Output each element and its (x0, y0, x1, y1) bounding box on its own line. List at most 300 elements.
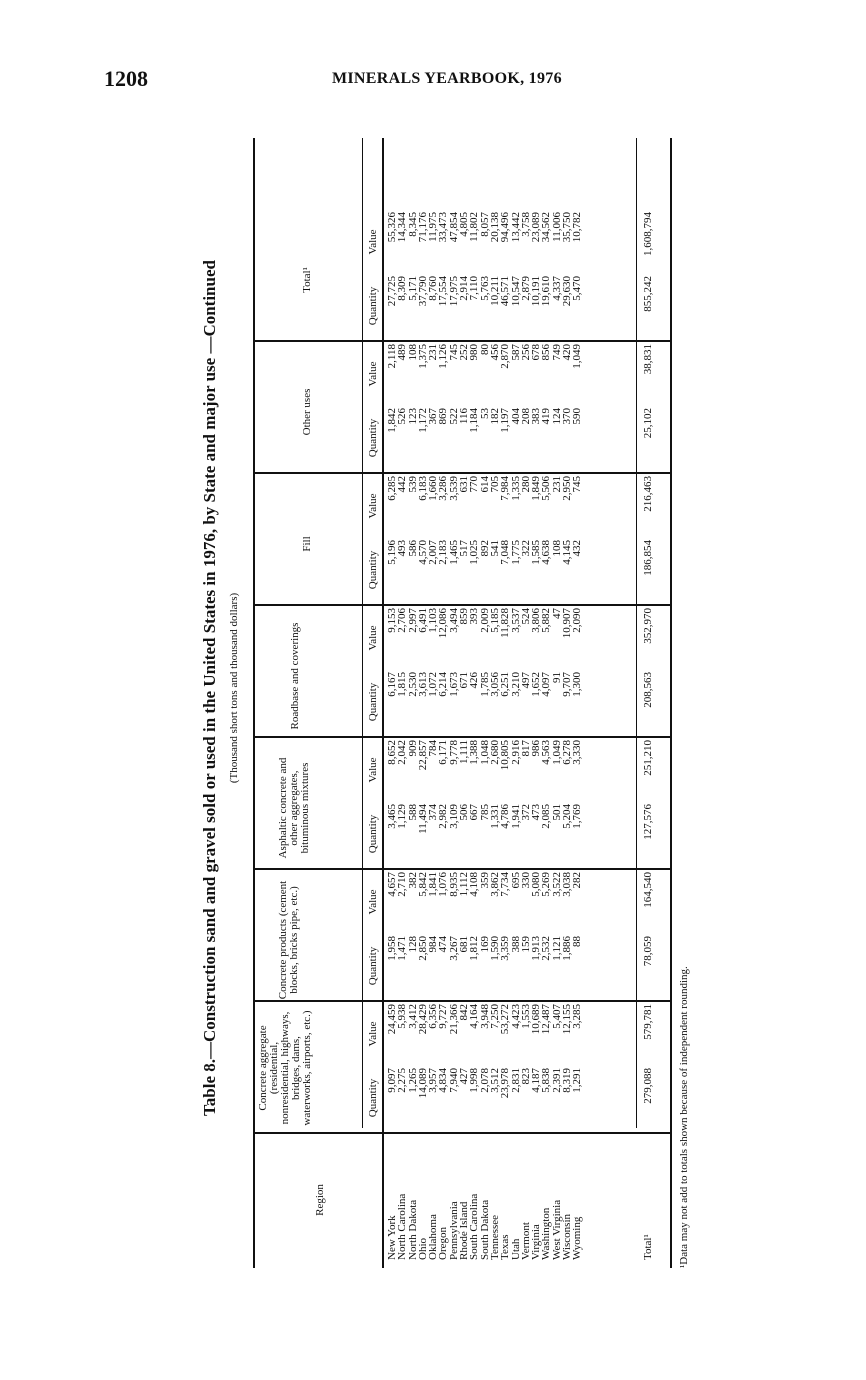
table-cell: 6,251 (499, 672, 512, 697)
table-cell: 46,571 (499, 276, 512, 307)
data-column (387, 276, 583, 336)
table-cell: 3,210 (509, 672, 522, 697)
table-cell: 984 (427, 936, 440, 953)
table-cell: 359 (478, 872, 491, 889)
table-cell: 21,366 (447, 1004, 460, 1035)
table-cell: 4,108 (468, 872, 481, 897)
table-cell: 681 (458, 936, 471, 953)
table-cell: 17,975 (447, 276, 460, 307)
table-cell: 2,042 (396, 740, 409, 765)
table-cell: 5,196 (386, 540, 398, 565)
table-cell: 1,375 (416, 344, 429, 369)
table-cell: 1,958 (386, 936, 398, 961)
data-column (387, 740, 583, 800)
table-cell: 1,941 (509, 804, 522, 829)
table-cell: 8,935 (447, 872, 460, 897)
data-column (387, 872, 583, 932)
table-cell: 1,184 (468, 408, 481, 433)
table-cell: 1,048 (478, 740, 491, 765)
column-divider (253, 605, 671, 607)
quantity-subheader: Quantity (367, 946, 379, 986)
table-cell: 442 (396, 476, 409, 493)
table-cell: 4,657 (386, 872, 398, 897)
table-cell: 11,828 (499, 608, 512, 638)
table-cell: 231 (427, 344, 440, 361)
table-cell: 1,049 (550, 740, 563, 765)
table-cell: 3,286 (437, 476, 450, 501)
table-cell: 55,326 (386, 212, 398, 243)
table-cell: 2,680 (488, 740, 501, 765)
table-cell: 986 (530, 740, 543, 757)
table-cell: 8,319 (561, 1068, 574, 1093)
table-cell: 1,291 (571, 1068, 584, 1093)
table-cell: 5,938 (396, 1004, 409, 1029)
table-cell: 10,805 (499, 740, 512, 771)
region-label: Wyoming (571, 1216, 584, 1260)
region-header: Region (314, 1184, 326, 1216)
table-cell: 7,110 (468, 276, 481, 301)
table-cell: 456 (488, 344, 501, 361)
table-cell: 3,539 (447, 476, 460, 501)
data-column (387, 540, 583, 600)
table-cell: 4,805 (458, 212, 471, 237)
table-cell: 322 (519, 540, 532, 557)
table-cell: 2,879 (519, 276, 532, 301)
table-cell: 539 (406, 476, 419, 493)
region-label: Wisconsin (561, 1214, 574, 1260)
table-cell: 1,335 (509, 476, 522, 501)
table-cell: 367 (427, 408, 440, 425)
data-column (387, 344, 583, 404)
table-cell: 20,138 (488, 212, 501, 243)
table-cell: 524 (519, 608, 532, 625)
table-cell: 6,171 (437, 740, 450, 765)
region-label: West Virginia (550, 1199, 563, 1260)
table-cell: 208 (519, 408, 532, 425)
table-cell: 1,785 (478, 672, 491, 697)
table-cell: 1,129 (396, 804, 409, 829)
value-subheader: Value (367, 889, 379, 915)
table-cell: 3,330 (571, 740, 584, 765)
table-cell: 6,278 (561, 740, 574, 765)
table-cell: 169 (478, 936, 491, 953)
bottom-rule (670, 138, 672, 1268)
table-cell: 14,089 (416, 1068, 429, 1099)
quantity-subheader: Quantity (367, 682, 379, 722)
region-label: New York (386, 1215, 398, 1260)
table-cell: 256 (519, 344, 532, 361)
table-cell: 3,758 (519, 212, 532, 237)
table-cell: 2,009 (478, 608, 491, 633)
table-cell: 749 (550, 344, 563, 361)
table-cell: 35,750 (561, 212, 574, 243)
table-cell: 4,337 (550, 276, 563, 301)
table-cell: 5,080 (530, 872, 543, 897)
region-column (387, 1140, 583, 1260)
table-cell: 745 (571, 476, 584, 493)
total-cell: 25,102 (642, 408, 654, 439)
region-label: Ohio (416, 1238, 429, 1260)
table-cell: 522 (447, 408, 460, 425)
table-cell: 88 (571, 936, 584, 947)
table-cell: 393 (468, 608, 481, 625)
table-cell: 1,913 (530, 936, 543, 961)
table-cell: 11,494 (416, 804, 429, 834)
table-cell: 108 (406, 344, 419, 361)
table-cell: 9,707 (561, 672, 574, 697)
table-cell: 404 (509, 408, 522, 425)
region-label: Texas (499, 1234, 512, 1260)
group-header-fill: Fill (301, 536, 313, 552)
region-label: Washington (540, 1207, 553, 1260)
table-cell: 10,689 (530, 1004, 543, 1035)
table-cell: 4,570 (416, 540, 429, 565)
table-cell: 128 (406, 936, 419, 953)
table-cell: 1,590 (488, 936, 501, 961)
table-cell: 4,097 (540, 672, 553, 697)
total-cell: 1,608,794 (642, 212, 654, 256)
table-cell: 1,769 (571, 804, 584, 829)
table-cell: 2,950 (561, 476, 574, 501)
table-cell: 6,214 (437, 672, 450, 697)
table-cell: 47,854 (447, 212, 460, 243)
value-subheader: Value (367, 229, 379, 255)
table-cell: 19,610 (540, 276, 553, 307)
table-cell: 489 (396, 344, 409, 361)
table-cell: 667 (468, 804, 481, 821)
total-cell: 579,781 (642, 1004, 654, 1040)
table-cell: 869 (437, 408, 450, 425)
table-cell: 671 (458, 672, 471, 689)
region-label: Tennessee (488, 1214, 501, 1260)
table-cell: 1,553 (519, 1004, 532, 1029)
table-cell: 695 (509, 872, 522, 889)
total-cell: 279,088 (642, 1068, 654, 1104)
table-cell: 1,076 (437, 872, 450, 897)
table-cell: 53 (478, 408, 491, 419)
total-cell: 164,540 (642, 872, 654, 908)
table-cell: 909 (406, 740, 419, 757)
subheader-rule (362, 138, 363, 1128)
table-cell: 493 (396, 540, 409, 557)
page-number: 1208 (104, 66, 148, 91)
table-cell: 124 (550, 408, 563, 425)
table-cell: 231 (550, 476, 563, 493)
table-cell: 388 (509, 936, 522, 953)
table-cell: 370 (561, 408, 574, 425)
table-cell: 1,300 (571, 672, 584, 697)
table-cell: 1,103 (427, 608, 440, 633)
table-cell: 1,660 (427, 476, 440, 501)
table-cell: 4,423 (509, 1004, 522, 1029)
total-cell: 855,242 (642, 276, 654, 312)
table-cell: 108 (550, 540, 563, 557)
table-cell: 37,790 (416, 276, 429, 307)
table-cell: 3,806 (530, 608, 543, 633)
table-cell: 1,815 (396, 672, 409, 697)
table-cell: 9,153 (386, 608, 398, 633)
table-cell: 116 (458, 408, 471, 425)
region-label: Oklahoma (427, 1214, 440, 1260)
table-cell: 8,057 (478, 212, 491, 237)
table-cell: 3,038 (561, 872, 574, 897)
table-cell: 23,978 (499, 1068, 512, 1099)
table-cell: 2,532 (540, 936, 553, 961)
table-cell: 6,167 (386, 672, 398, 697)
table-cell: 1,849 (530, 476, 543, 501)
table-cell: 590 (571, 408, 584, 425)
quantity-subheader: Quantity (367, 550, 379, 590)
table-cell: 4,187 (530, 1068, 543, 1093)
column-divider (253, 1133, 671, 1135)
table-subtitle: (Thousand short tons and thousand dollars) (228, 592, 240, 784)
table-cell: 1,842 (386, 408, 398, 433)
data-column (387, 804, 583, 864)
data-column (387, 608, 583, 668)
data-column (387, 936, 583, 996)
table-cell: 473 (530, 804, 543, 821)
table-cell: 2,850 (416, 936, 429, 961)
table-cell: 1,121 (550, 936, 563, 961)
table-cell: 517 (458, 540, 471, 557)
value-subheader: Value (367, 1021, 379, 1047)
value-subheader: Value (367, 361, 379, 387)
table-cell: 588 (406, 804, 419, 821)
table-cell: 382 (406, 872, 419, 889)
table-cell: 14,344 (396, 212, 409, 243)
table-cell: 506 (458, 804, 471, 821)
table-cell: 1,388 (468, 740, 481, 765)
region-label: North Dakota (406, 1199, 419, 1260)
table-cell: 2,078 (478, 1068, 491, 1093)
column-divider (253, 473, 671, 475)
table-cell: 11,006 (550, 212, 563, 242)
table-cell: 3,412 (406, 1004, 419, 1029)
total-label: Total¹ (642, 1234, 654, 1260)
table-cell: 631 (458, 476, 471, 493)
value-subheader: Value (367, 493, 379, 519)
table-cell: 427 (458, 1068, 471, 1085)
quantity-subheader: Quantity (367, 1078, 379, 1118)
column-divider (253, 737, 671, 739)
table-cell: 4,638 (540, 540, 553, 565)
group-header-roadbase: Roadbase and coverings (289, 622, 301, 730)
table-cell: 2,085 (540, 804, 553, 829)
table-cell: 5,838 (540, 1068, 553, 1093)
table-cell: 22,857 (416, 740, 429, 771)
table-cell: 123 (406, 408, 419, 425)
table-cell: 587 (509, 344, 522, 361)
totals-rule (636, 138, 637, 1128)
table-cell: 1,265 (406, 1068, 419, 1093)
table-cell: 1,197 (499, 408, 512, 433)
region-label: Utah (509, 1238, 522, 1260)
table-cell: 8,760 (427, 276, 440, 301)
table-cell: 5,185 (488, 608, 501, 633)
column-divider (253, 1001, 671, 1003)
total-cell: 251,210 (642, 740, 654, 776)
table-cell: 9,097 (386, 1068, 398, 1093)
table-cell: 7,048 (499, 540, 512, 565)
data-column (387, 212, 583, 272)
table-cell: 2,870 (499, 344, 512, 369)
total-cell: 352,970 (642, 608, 654, 644)
table-cell: 1,841 (427, 872, 440, 897)
table-cell: 5,204 (561, 804, 574, 829)
value-subheader: Value (367, 625, 379, 651)
data-column (387, 1004, 583, 1064)
table-title: Table 8.—Construction sand and gravel sold or used in the United States in 1976, by State and major use —Continued (200, 260, 219, 1116)
table-cell: 9,727 (437, 1004, 450, 1029)
table-cell: 6,285 (386, 476, 398, 501)
table-cell: 4,786 (499, 804, 512, 829)
table-cell: 7,940 (447, 1068, 460, 1093)
table-cell: 3,494 (447, 608, 460, 633)
table-cell: 5,763 (478, 276, 491, 301)
table-cell: 11,802 (468, 212, 481, 242)
group-header-asphaltic-concrete: Asphaltic concrete and other aggregates, bituminous mixtures (277, 757, 311, 859)
table-cell: 1,126 (437, 344, 450, 369)
table-cell: 1,111 (458, 740, 471, 764)
table-cell: 785 (478, 804, 491, 821)
group-header-concrete-products: Concrete products (cement blocks, bricks pipe, etc.) (277, 880, 300, 1000)
table-cell: 3,285 (571, 1004, 584, 1029)
table-cell: 2,090 (571, 608, 584, 633)
table-cell: 80 (478, 344, 491, 355)
region-label: South Dakota (478, 1199, 491, 1260)
table-cell: 1,652 (530, 672, 543, 697)
table-cell: 1,331 (488, 804, 501, 829)
table-cell: 47 (550, 608, 563, 619)
table-cell: 3,957 (427, 1068, 440, 1093)
total-cell: 208,563 (642, 672, 654, 708)
header-bottom-rule (382, 138, 384, 1268)
quantity-subheader: Quantity (367, 286, 379, 326)
group-header-other-uses: Other uses (301, 388, 313, 436)
table-cell: 3,109 (447, 804, 460, 829)
table-cell: 2,706 (396, 608, 409, 633)
table-cell: 2,997 (406, 608, 419, 633)
table-cell: 4,563 (540, 740, 553, 765)
table-cell: 420 (561, 344, 574, 361)
table-cell: 29,630 (561, 276, 574, 307)
table-cell: 4,834 (437, 1068, 450, 1093)
table-cell: 842 (458, 1004, 471, 1021)
table-cell: 12,155 (561, 1004, 574, 1035)
table-cell: 282 (571, 872, 584, 889)
data-column (387, 408, 583, 468)
table-cell: 2,914 (458, 276, 471, 301)
table-cell: 856 (540, 344, 553, 361)
data-column (387, 1068, 583, 1128)
table-cell: 980 (468, 344, 481, 361)
group-header-total: Total¹ (301, 267, 313, 293)
table-cell: 526 (396, 408, 409, 425)
table-cell: 770 (468, 476, 481, 493)
table-cell: 2,916 (509, 740, 522, 765)
table-cell: 5,407 (550, 1004, 563, 1029)
table-cell: 678 (530, 344, 543, 361)
table-cell: 1,998 (468, 1068, 481, 1093)
table-cell: 1,112 (458, 872, 471, 897)
group-header-concrete-aggregate: Concrete aggregate (residential, nonresidential, highways, bridges, dams, waterworks, airports, etc.) (257, 1010, 313, 1126)
table-cell: 5,171 (406, 276, 419, 301)
table-cell: 2,530 (406, 672, 419, 697)
table-cell: 4,164 (468, 1004, 481, 1029)
total-cell: 38,831 (642, 344, 654, 375)
table-cell: 4,145 (561, 540, 574, 565)
table-cell: 6,356 (427, 1004, 440, 1029)
table-cell: 859 (458, 608, 471, 625)
table-cell: 3,948 (478, 1004, 491, 1029)
table-cell: 1,673 (447, 672, 460, 697)
table-cell: 1,072 (427, 672, 440, 697)
region-label: South Carolina (468, 1193, 481, 1260)
table-cell: 383 (530, 408, 543, 425)
table-cell: 33,473 (437, 212, 450, 243)
table-cell: 12,086 (437, 608, 450, 639)
table-cell: 182 (488, 408, 501, 425)
table-cell: 2,982 (437, 804, 450, 829)
table-cell: 5,470 (571, 276, 584, 301)
table-cell: 27,725 (386, 276, 398, 307)
table-cell: 159 (519, 936, 532, 953)
table-cell: 3,512 (488, 1068, 501, 1093)
table-cell: 28,429 (416, 1004, 429, 1035)
table-cell: 2,007 (427, 540, 440, 565)
running-head: MINERALS YEARBOOK, 1976 (332, 70, 562, 87)
table-cell: 705 (488, 476, 501, 493)
table-cell: 91 (550, 672, 563, 683)
quantity-subheader: Quantity (367, 418, 379, 458)
table-cell: 23,089 (530, 212, 543, 243)
total-cell: 186,854 (642, 540, 654, 576)
rotated-table (110, 108, 770, 1268)
table-cell: 3,465 (386, 804, 398, 829)
value-subheader: Value (367, 757, 379, 783)
table-cell: 7,250 (488, 1004, 501, 1029)
table-cell: 11,975 (427, 212, 440, 242)
table-cell: 426 (468, 672, 481, 689)
table-cell: 1,025 (468, 540, 481, 565)
table-cell: 53,272 (499, 1004, 512, 1035)
table-cell: 1,465 (447, 540, 460, 565)
total-cell: 216,463 (642, 476, 654, 512)
table-cell: 7,984 (499, 476, 512, 501)
table-cell: 3,267 (447, 936, 460, 961)
table-cell: 1,471 (396, 936, 409, 961)
table-cell: 9,778 (447, 740, 460, 765)
table-cell: 8,652 (386, 740, 398, 765)
table-cell: 497 (519, 672, 532, 689)
region-label: North Carolina (396, 1193, 409, 1260)
table-cell: 2,831 (509, 1068, 522, 1093)
table-cell: 280 (519, 476, 532, 493)
table-cell: 1,049 (571, 344, 584, 369)
quantity-subheader: Quantity (367, 814, 379, 854)
table-cell: 1,585 (530, 540, 543, 565)
table-cell: 432 (571, 540, 584, 557)
table-cell: 541 (488, 540, 501, 557)
table-cell: 8,345 (406, 212, 419, 237)
column-divider (253, 869, 671, 871)
table-cell: 614 (478, 476, 491, 493)
top-rule (253, 138, 255, 1268)
table-cell: 817 (519, 740, 532, 757)
region-label: Virginia (530, 1224, 543, 1260)
table-cell: 24,459 (386, 1004, 398, 1035)
table-cell: 5,842 (416, 872, 429, 897)
